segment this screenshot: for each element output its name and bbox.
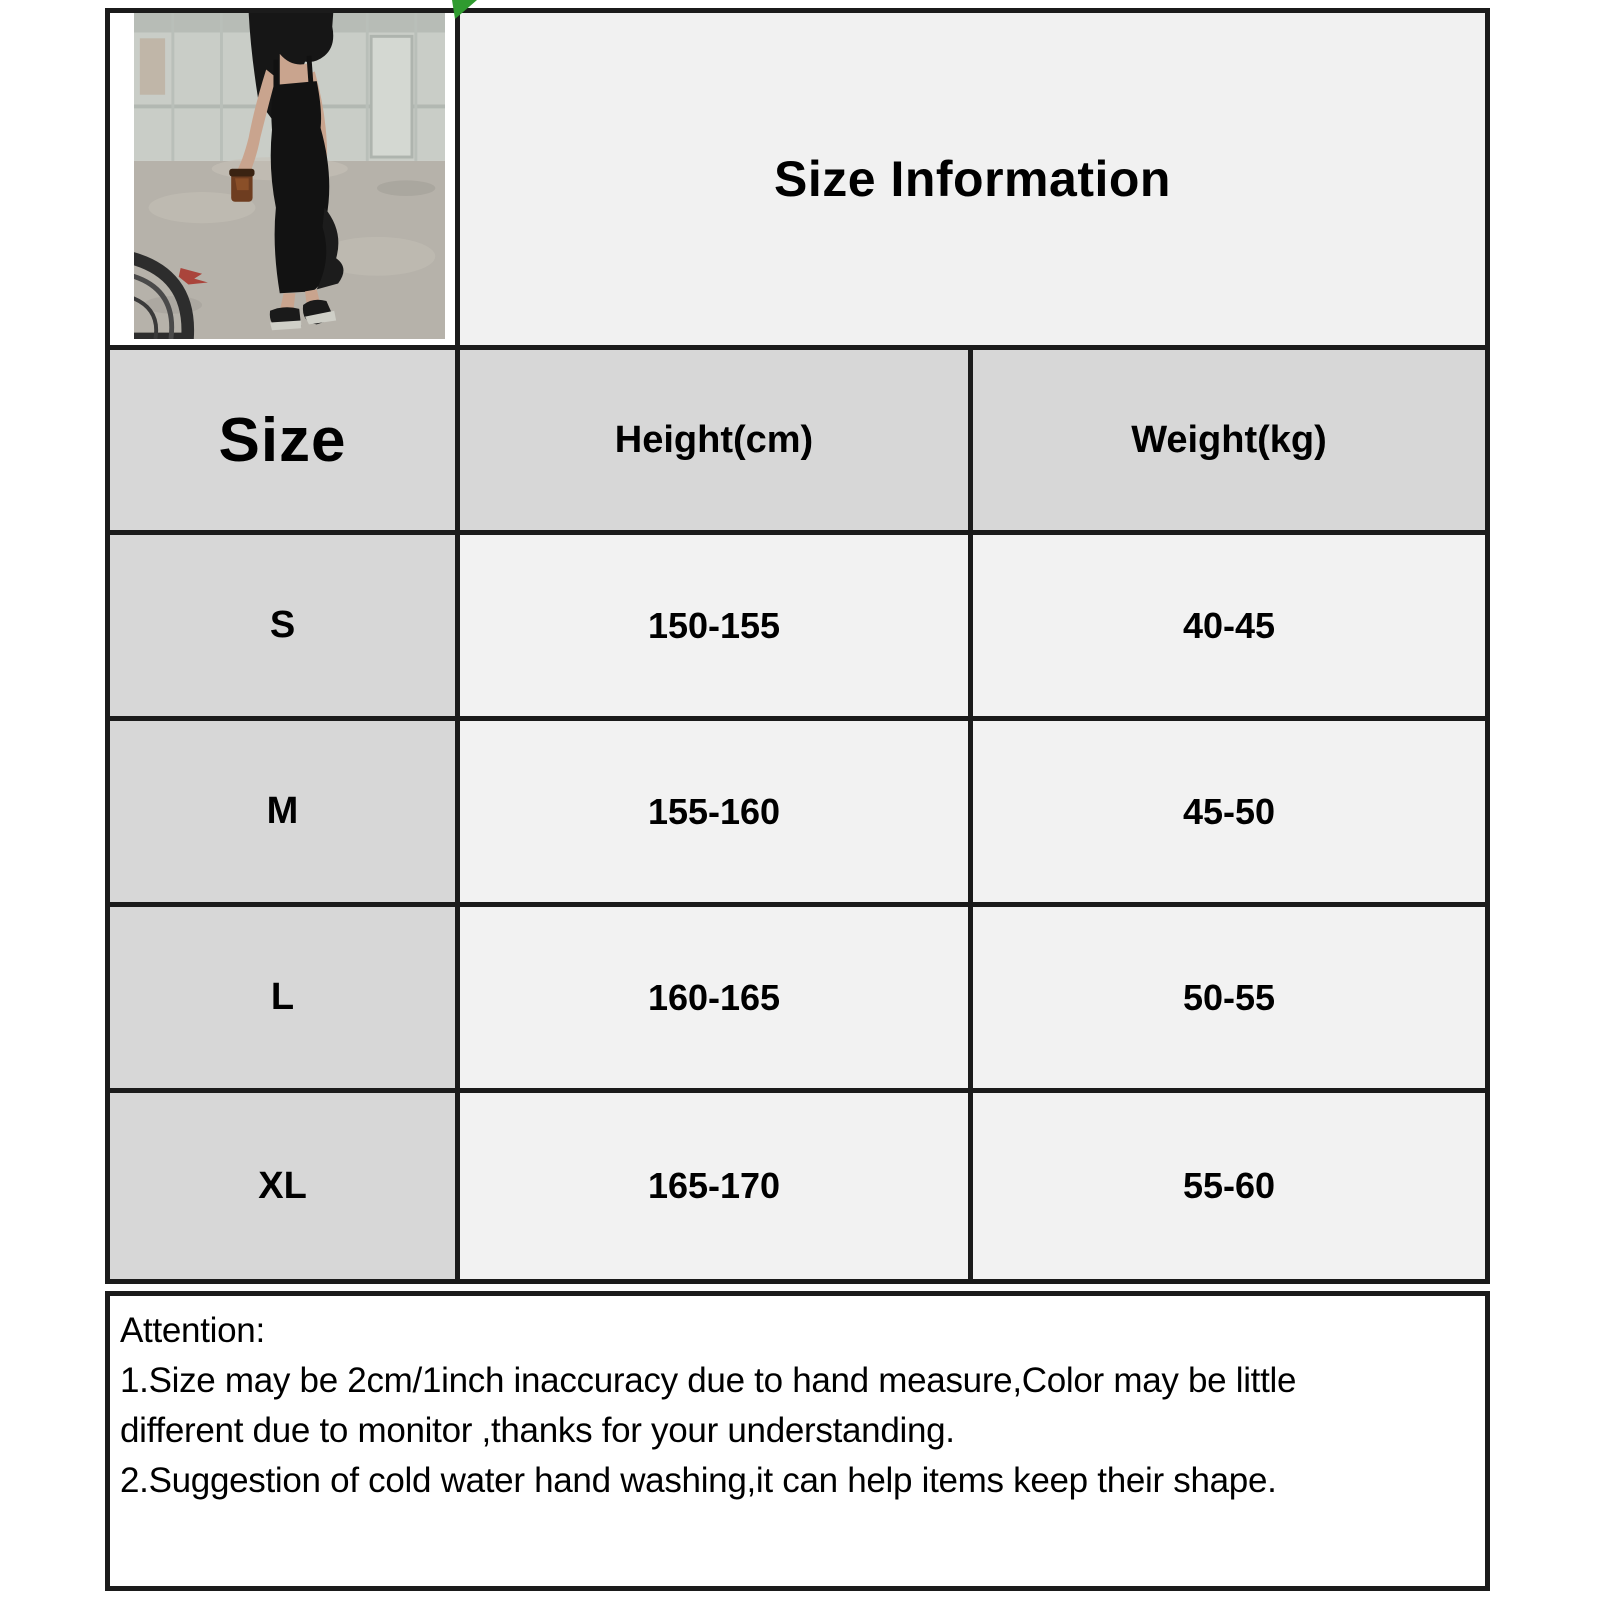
table-row-m-size (110, 721, 460, 907)
height-value: 150-155 (647, 604, 781, 646)
size-label: S (269, 604, 296, 646)
table-row-xl-size (110, 1093, 460, 1279)
product-photo (134, 13, 445, 339)
table-row-l-height (460, 907, 973, 1093)
size-chart-sheet (105, 8, 1490, 1591)
product-photo-cell (110, 13, 460, 350)
size-label: L (270, 976, 295, 1018)
weight-value: 45-50 (1182, 790, 1276, 832)
attention-line-3: 2.Suggestion of cold water hand washing,it can help items keep their shape. (120, 1461, 1277, 1500)
table-row-l-size (110, 907, 460, 1093)
column-header-height (460, 350, 973, 535)
table-row-m-height (460, 721, 973, 907)
column-header-weight-label: Weight(kg) (1131, 418, 1327, 461)
table-row-xl-weight (973, 1093, 1485, 1279)
table-row-xl-height (460, 1093, 973, 1279)
height-value: 160-165 (647, 976, 781, 1018)
product-photo-illustration (134, 13, 445, 339)
attention-line-2: different due to monitor ,thanks for your understanding. (120, 1411, 955, 1450)
height-value: 165-170 (647, 1165, 781, 1206)
table-row-s-weight (973, 535, 1485, 721)
attention-line-1: 1.Size may be 2cm/1inch inaccuracy due to hand measure,Color may be little (120, 1361, 1297, 1400)
weight-value: 40-45 (1182, 604, 1276, 646)
size-table (105, 8, 1490, 1284)
size-label: M (266, 790, 299, 832)
column-header-size-label: Size (218, 405, 347, 475)
column-header-height-label: Height(cm) (614, 418, 814, 461)
size-label: XL (258, 1164, 307, 1207)
height-value: 155-160 (647, 790, 781, 832)
column-header-weight (973, 350, 1485, 535)
table-row-s-height (460, 535, 973, 721)
page-title: Size Information (774, 151, 1171, 207)
column-header-size (110, 350, 460, 535)
title-cell (460, 13, 1485, 350)
table-row-l-weight (973, 907, 1485, 1093)
table-row-s-size (110, 535, 460, 721)
attention-note (105, 1291, 1490, 1591)
weight-value: 55-60 (1182, 1165, 1276, 1206)
table-row-m-weight (973, 721, 1485, 907)
attention-heading: Attention: (120, 1311, 265, 1350)
weight-value: 50-55 (1182, 976, 1276, 1018)
